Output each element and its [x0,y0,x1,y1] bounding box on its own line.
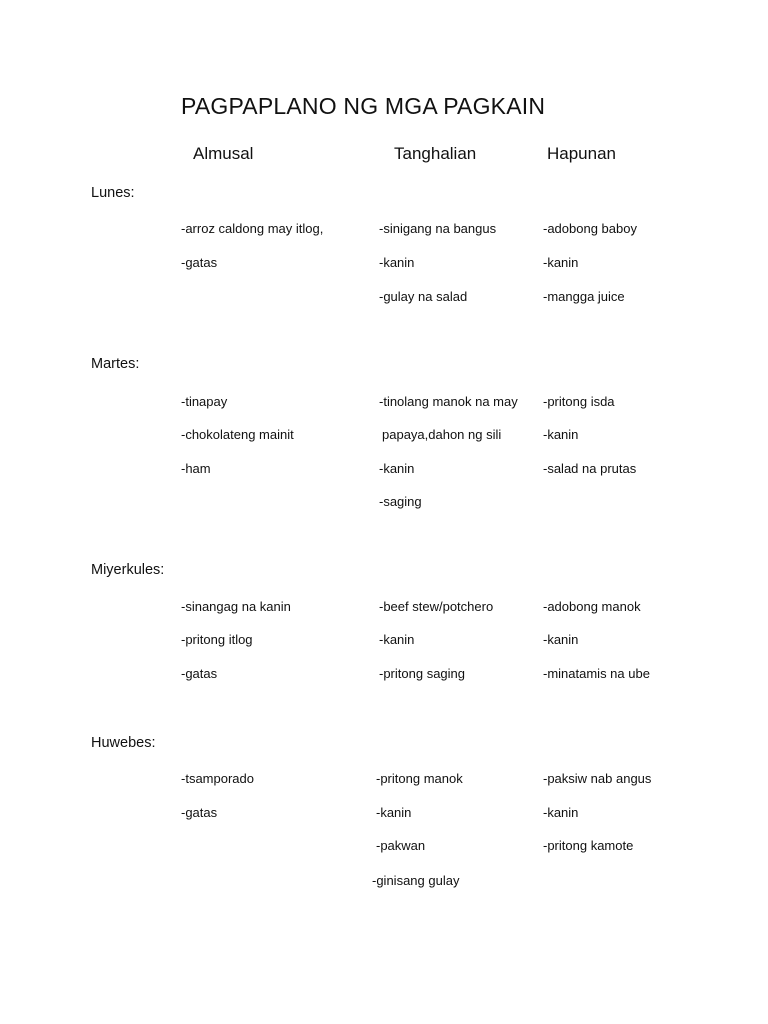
meal-item: -mangga juice [543,289,625,304]
meal-item: -salad na prutas [543,461,637,476]
meal-item: -pritong kamote [543,838,634,853]
meal-item: -paksiw nab angus [543,771,652,786]
meal-item: -kanin [379,632,415,647]
meal-item: -sinangag na kanin [181,599,291,614]
meal-item: -gatas [181,255,218,270]
meal-item: -tsamporado [181,771,254,786]
meal-item: -saging [379,494,422,509]
meal-item: -adobong baboy [543,221,637,236]
meal-item: -beef stew/potchero [379,599,494,614]
meal-item: -kanin [376,805,412,820]
column-header-tanghalian: Tanghalian [394,144,477,163]
meal-item: -minatamis na ube [543,666,650,681]
day-label-lunes: Lunes: [91,185,135,201]
column-header-hapunan: Hapunan [547,144,617,163]
meal-item: -pritong isda [543,394,615,409]
meal-item: -pakwan [376,838,426,853]
meal-item: -kanin [543,632,579,647]
meal-item: -kanin [543,255,579,270]
meal-item: -sinigang na bangus [379,221,497,236]
day-label-martes: Martes: [91,356,140,372]
meal-item: papaya,dahon ng sili [382,427,502,442]
meal-item: -gatas [181,666,218,681]
meal-item: -kanin [543,805,579,820]
meal-item: -ginisang gulay [372,873,460,888]
meal-item: -pritong manok [376,771,463,786]
day-label-miyerkules: Miyerkules: [91,562,165,578]
meal-item: -tinolang manok na may [379,394,518,409]
meal-item: -gatas [181,805,218,820]
meal-item: -pritong saging [379,666,465,681]
meal-item: -kanin [379,461,415,476]
meal-item: -gulay na salad [379,289,468,304]
meal-item: -adobong manok [543,599,641,614]
meal-item: -chokolateng mainit [181,427,294,442]
meal-item: -pritong itlog [181,632,253,647]
meal-item: -kanin [379,255,415,270]
meal-item: -ham [181,461,211,476]
page-title: PAGPAPLANO NG MGA PAGKAIN [181,93,546,119]
meal-item: -tinapay [181,394,228,409]
meal-item: -arroz caldong may itlog, [181,221,324,236]
day-label-huwebes: Huwebes: [91,735,156,751]
column-header-almusal: Almusal [193,144,254,163]
meal-item: -kanin [543,427,579,442]
